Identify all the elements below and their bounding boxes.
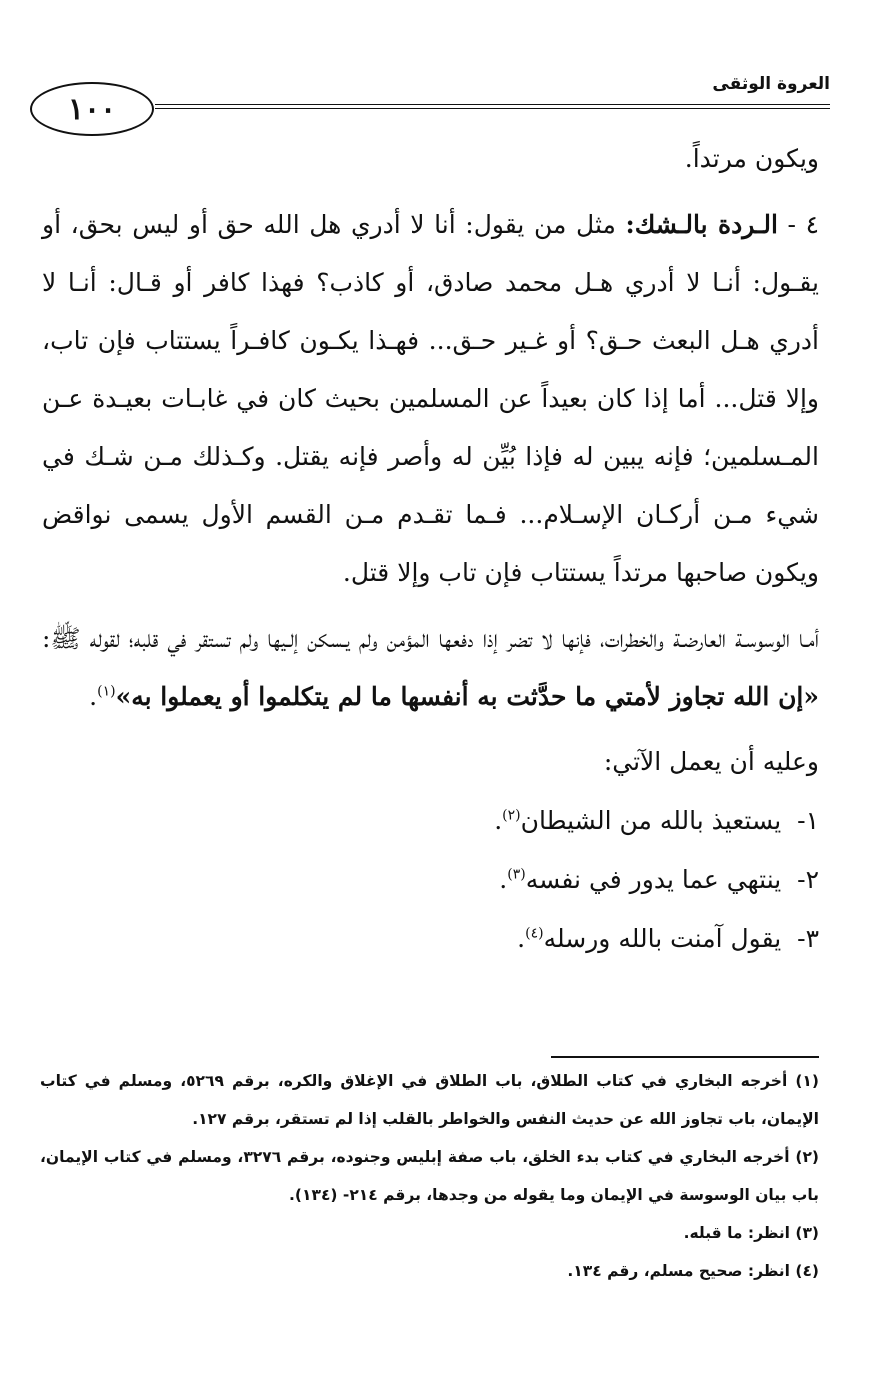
steps-list bbox=[42, 732, 819, 968]
waswasa-text: أمـا الوسوسـة العارضـة والخطرات، فإنها لا تضر إذا دفعها المؤمن ولم يـسكن إلـيها ولم تستقر في قلبه؛ لقوله ﷺ: bbox=[42, 624, 819, 653]
footnote: (١) أخرجه البخاري في كتاب الطلاق، باب الطلاق في الإغلاق والكره، برقم ٥٢٦٩، ومسلم في كتاب الإيمان، باب تجاوز الله عن حديث النفس والخواطر بالقلب إذا لم تستقر، برقم ١٢٧. bbox=[40, 1072, 819, 1128]
footnote-ref: (٤) bbox=[525, 925, 544, 942]
period: . bbox=[89, 682, 98, 711]
list-text: يستعيذ بالله من الشيطان bbox=[520, 806, 782, 835]
footnote-ref: (١) bbox=[97, 683, 116, 700]
hadith-quote: «إن الله تجاوز لأمتي ما حدَّثت به أنفسها ما لم يتكلموا أو يعملوا به» bbox=[115, 682, 819, 711]
list-text: يقول آمنت بالله ورسله bbox=[543, 924, 782, 953]
period: . bbox=[499, 865, 508, 894]
header-rule bbox=[155, 104, 830, 109]
section-number: ٤ - bbox=[787, 210, 819, 239]
book-title: العروة الوثقى bbox=[712, 74, 830, 94]
list-item bbox=[42, 909, 819, 968]
list-number: ٣- bbox=[797, 924, 819, 953]
list-intro: وعليه أن يعمل الآتي: bbox=[603, 747, 819, 776]
footnote: (٤) انظر: صحيح مسلم، رقم ١٣٤. bbox=[567, 1262, 819, 1280]
section-4-paragraph bbox=[42, 196, 819, 602]
footnote-ref: (٢) bbox=[502, 807, 521, 824]
footnote-separator bbox=[551, 1056, 819, 1058]
footnote: (٢) أخرجه البخاري في كتاب بدء الخلق، باب صفة إبليس وجنوده، برقم ٣٢٧٦، ومسلم في كتاب الإيمان، باب بيان الوسوسة في الإيمان وما يقوله من وجدها، برقم ٢١٤- (١٣٤). bbox=[40, 1148, 819, 1204]
period: . bbox=[494, 806, 503, 835]
list-text: ينتهي عما يدور في نفسه bbox=[525, 865, 782, 894]
section-text: مثل من يقول: أنا لا أدري هل الله حق أو ليس بحق، أو يقـول: أنـا لا أدري هـل محمد صادق، أو كاذب؟ فهذا كافر أو قـال: أنـا لا أدري هـل البعث حـق؟ أو غـير حـق... فهـذا يكـون كافـراً يستتاب فإن تاب، وإلا قتل... أما إذا كان بعيداً عن المسلمين بحيث كان في غابـات بعيـدة عـن المـسلمين؛ فإنه يبين له فإذا بُيِّن له وأصر فإنه يقتل. وكـذلك مـن شـك في شيء مـن أركـان الإسـلام... فـما تقـدم مـن القسم الأول يسمى نواقض ويكون صاحبها مرتداً يستتاب فإن تاب وإلا قتل. bbox=[42, 210, 819, 587]
footnote-ref: (٣) bbox=[507, 866, 526, 883]
footnotes bbox=[40, 1062, 819, 1290]
list-number: ٢- bbox=[797, 865, 819, 894]
page-number: ١٠٠ bbox=[30, 82, 154, 136]
list-item bbox=[42, 791, 819, 850]
list-number: ١- bbox=[797, 806, 819, 835]
page-header bbox=[30, 68, 830, 128]
main-text bbox=[42, 130, 819, 968]
section-heading: الـردة بالـشك: bbox=[625, 210, 778, 239]
list-item bbox=[42, 850, 819, 909]
opening-line: ويكون مرتداً. bbox=[684, 144, 819, 173]
period: . bbox=[517, 924, 526, 953]
footnote: (٣) انظر: ما قبله. bbox=[683, 1224, 819, 1242]
waswasa-paragraph bbox=[42, 610, 819, 726]
